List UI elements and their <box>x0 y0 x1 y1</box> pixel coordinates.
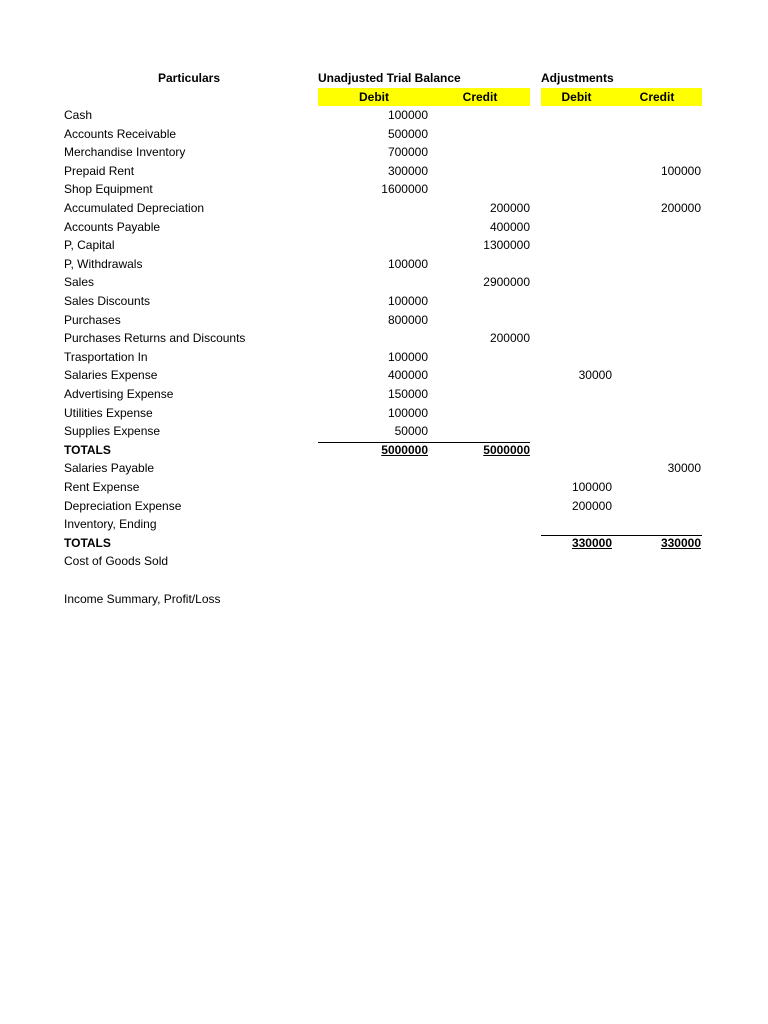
utb-credit-header: Credit <box>430 88 530 106</box>
adj-debit-value <box>541 236 612 254</box>
utb-credit-value <box>430 497 530 515</box>
adj-debit-value: 100000 <box>571 480 612 494</box>
utb-debit-value: 100000 <box>387 294 428 308</box>
account-name: Income Summary, Profit/Loss <box>64 592 221 606</box>
adj-credit-value <box>612 497 701 515</box>
adj-credit-value <box>612 441 701 459</box>
utb-credit-value: 5000000 <box>483 443 530 457</box>
adj-credit-value <box>612 292 701 310</box>
particulars-header: Particulars <box>157 71 221 85</box>
account-name: Purchases <box>64 313 121 327</box>
account-name: Merchandise Inventory <box>64 145 186 159</box>
adj-credit-value <box>612 590 701 608</box>
adj-credit-value <box>612 348 701 366</box>
adj-credit-value <box>612 366 701 384</box>
adj-credit-value <box>612 404 701 422</box>
adjustments-header: Adjustments <box>541 71 614 85</box>
account-name: Cash <box>64 108 93 122</box>
utb-credit-value <box>430 515 530 533</box>
utb-debit-value <box>318 273 428 291</box>
utb-credit-value <box>430 106 530 124</box>
utb-credit-value <box>430 552 530 570</box>
utb-credit-value <box>430 459 530 477</box>
account-name: Trasportation In <box>64 350 148 364</box>
adj-credit-value <box>612 422 701 440</box>
utb-credit-value <box>430 385 530 403</box>
utb-credit-value: 2900000 <box>483 275 530 289</box>
adj-debit-value <box>541 590 612 608</box>
utb-debit-value <box>318 590 428 608</box>
account-name: Cost of Goods Sold <box>64 554 169 568</box>
utb-debit-value: 100000 <box>387 108 428 122</box>
utb-debit-value <box>318 534 428 552</box>
account-name: Prepaid Rent <box>64 164 135 178</box>
account-name <box>64 571 314 589</box>
adj-debit-value <box>541 218 612 236</box>
adj-credit-value: 30000 <box>667 461 701 475</box>
utb-credit-value <box>430 534 530 552</box>
adj-credit-value <box>612 385 701 403</box>
adj-credit-value <box>612 180 701 198</box>
adj-debit-value <box>541 515 612 533</box>
utb-debit-value: 100000 <box>387 406 428 420</box>
utb-debit-value <box>318 236 428 254</box>
adj-debit-value <box>541 255 612 273</box>
adj-debit-value: 200000 <box>571 499 612 513</box>
utb-debit-value: 500000 <box>387 127 428 141</box>
utb-debit-value: 100000 <box>387 350 428 364</box>
adj-credit-value: 100000 <box>660 164 701 178</box>
utb-debit-value: 150000 <box>387 387 428 401</box>
utb-credit-value <box>430 348 530 366</box>
utb-debit-value <box>318 459 428 477</box>
adj-credit-value: 330000 <box>660 536 701 550</box>
adj-debit-value <box>541 273 612 291</box>
utb-credit-value <box>430 292 530 310</box>
utb-debit-value <box>318 199 428 217</box>
utb-debit-value: 50000 <box>394 424 428 438</box>
utb-debit-value <box>318 329 428 347</box>
unadjusted-trial-balance-header: Unadjusted Trial Balance <box>318 71 461 85</box>
utb-debit-value <box>318 515 428 533</box>
account-name: Accumulated Depreciation <box>64 201 205 215</box>
account-name: Shop Equipment <box>64 182 153 196</box>
utb-debit-value: 1600000 <box>381 182 428 196</box>
adj-credit-value <box>612 255 701 273</box>
utb-credit-value <box>430 180 530 198</box>
account-name: Sales <box>64 275 95 289</box>
adj-debit-value <box>541 311 612 329</box>
utb-credit-value <box>430 590 530 608</box>
adj-debit-value: 30000 <box>578 368 612 382</box>
adj-debit-value <box>541 162 612 180</box>
account-name: TOTALS <box>64 536 111 550</box>
utb-credit-value: 400000 <box>489 220 530 234</box>
adj-debit-value <box>541 143 612 161</box>
utb-credit-value: 200000 <box>489 201 530 215</box>
adj-credit-value <box>612 273 701 291</box>
adj-credit-value <box>612 143 701 161</box>
utb-credit-value <box>430 143 530 161</box>
adj-credit-header: Credit <box>612 88 702 106</box>
utb-credit-value <box>430 422 530 440</box>
utb-debit-value: 100000 <box>387 257 428 271</box>
adj-credit-value <box>612 515 701 533</box>
account-name: Inventory, Ending <box>64 517 157 531</box>
adj-credit-value <box>612 106 701 124</box>
utb-debit-value: 400000 <box>387 368 428 382</box>
adj-credit-value <box>612 571 701 589</box>
adj-debit-value <box>541 459 612 477</box>
utb-debit-value: 5000000 <box>381 443 428 457</box>
utb-credit-value <box>430 255 530 273</box>
utb-debit-value <box>318 571 428 589</box>
account-name: Rent Expense <box>64 480 140 494</box>
adj-credit-value <box>612 329 701 347</box>
adj-credit-value <box>612 236 701 254</box>
adj-debit-value <box>541 348 612 366</box>
adj-debit-value <box>541 552 612 570</box>
utb-credit-value <box>430 404 530 422</box>
account-name: Supplies Expense <box>64 424 161 438</box>
utb-credit-value <box>430 125 530 143</box>
adj-credit-value <box>612 552 701 570</box>
adj-debit-value <box>541 199 612 217</box>
account-name: Accounts Receivable <box>64 127 177 141</box>
utb-debit-value <box>318 552 428 570</box>
adj-debit-value <box>541 292 612 310</box>
utb-credit-value: 1300000 <box>483 238 530 252</box>
utb-debit-value <box>318 497 428 515</box>
adj-debit-value <box>541 180 612 198</box>
account-name: Depreciation Expense <box>64 499 182 513</box>
utb-debit-value: 300000 <box>387 164 428 178</box>
adj-debit-value <box>541 106 612 124</box>
utb-debit-header: Debit <box>318 88 430 106</box>
account-name: Purchases Returns and Discounts <box>64 331 246 345</box>
adj-debit-value <box>541 571 612 589</box>
adj-debit-header: Debit <box>541 88 612 106</box>
adj-debit-value <box>541 441 612 459</box>
account-name: Sales Discounts <box>64 294 151 308</box>
utb-credit-value <box>430 162 530 180</box>
adj-debit-value: 330000 <box>571 536 612 550</box>
utb-debit-value <box>318 218 428 236</box>
account-name: Accounts Payable <box>64 220 161 234</box>
utb-credit-value <box>430 366 530 384</box>
adj-credit-value: 200000 <box>660 201 701 215</box>
adj-debit-value <box>541 404 612 422</box>
account-name: Utilities Expense <box>64 406 153 420</box>
account-name: Salaries Payable <box>64 461 155 475</box>
adj-credit-value <box>612 478 701 496</box>
adj-credit-value <box>612 311 701 329</box>
account-name: P, Capital <box>64 238 115 252</box>
account-name: TOTALS <box>64 443 111 457</box>
utb-debit-value: 700000 <box>387 145 428 159</box>
adj-credit-value <box>612 125 701 143</box>
adj-debit-value <box>541 125 612 143</box>
adj-debit-value <box>541 385 612 403</box>
account-name: P, Withdrawals <box>64 257 143 271</box>
adj-debit-value <box>541 329 612 347</box>
utb-debit-value: 800000 <box>387 313 428 327</box>
adj-credit-value <box>612 218 701 236</box>
account-name: Advertising Expense <box>64 387 174 401</box>
utb-debit-value <box>318 478 428 496</box>
account-name: Salaries Expense <box>64 368 158 382</box>
utb-credit-value <box>430 311 530 329</box>
utb-credit-value: 200000 <box>489 331 530 345</box>
utb-credit-value <box>430 571 530 589</box>
adj-debit-value <box>541 422 612 440</box>
utb-credit-value <box>430 478 530 496</box>
